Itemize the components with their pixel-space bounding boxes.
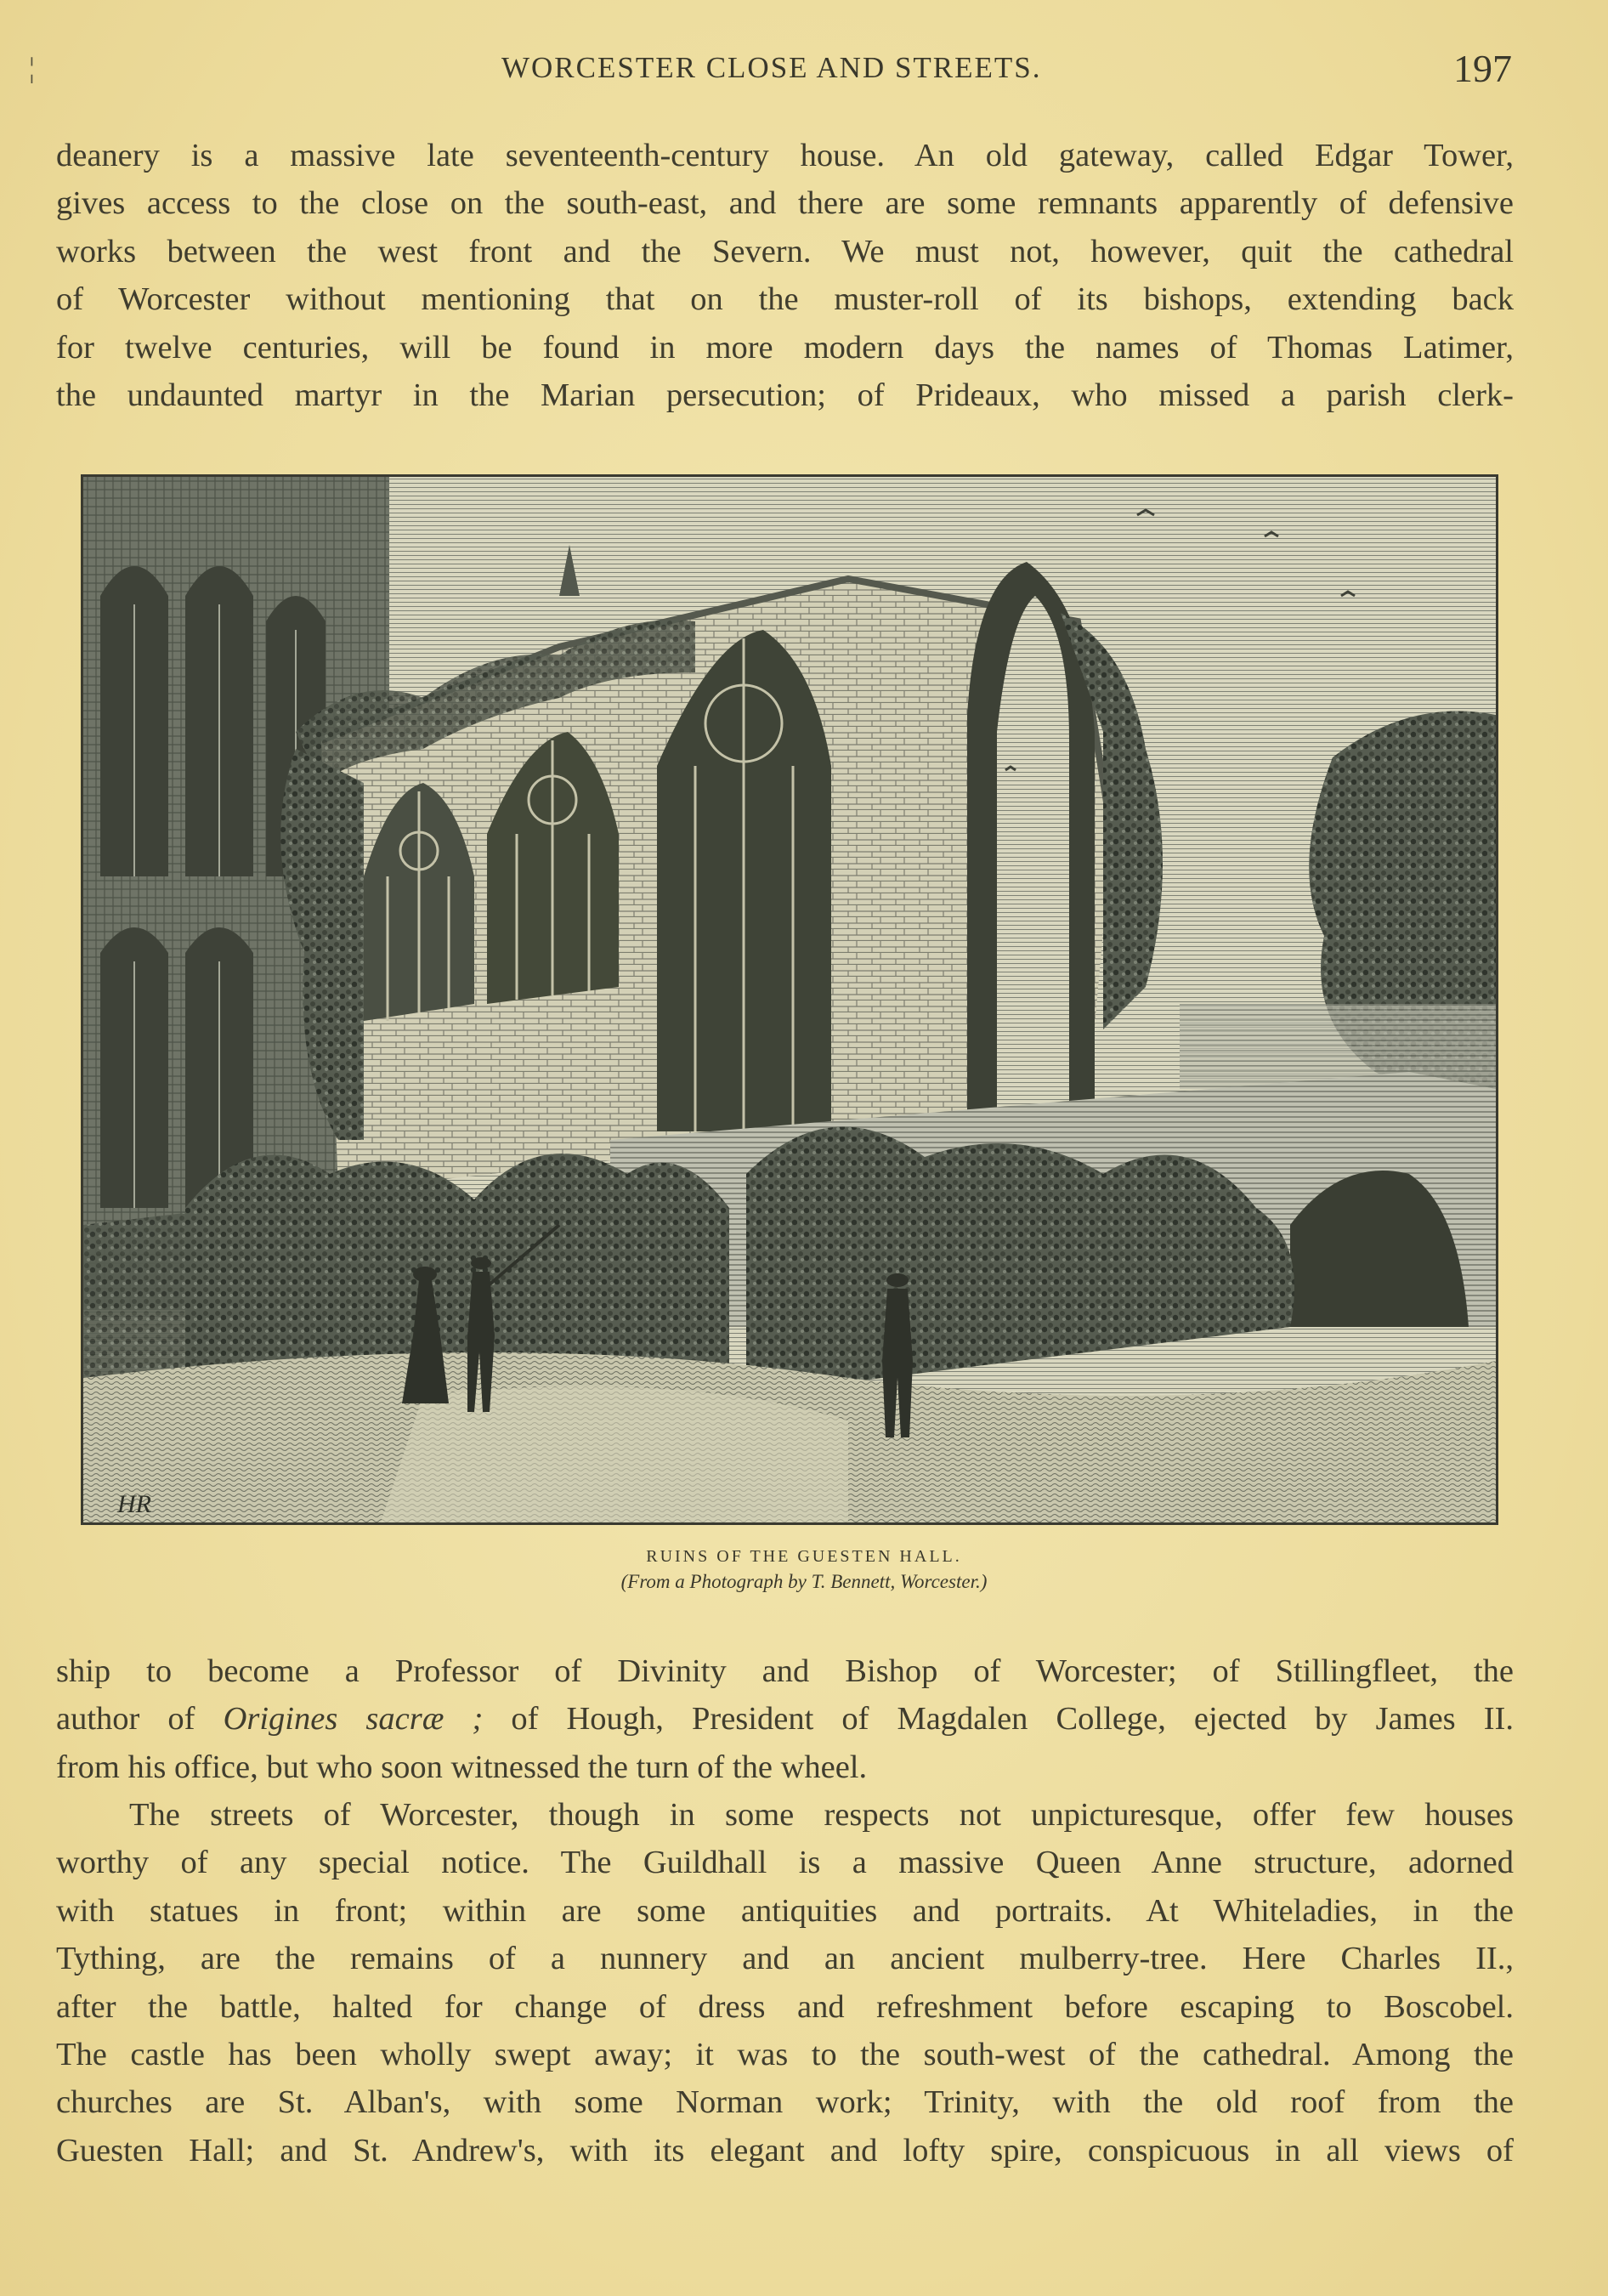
text-line: gives access to the close on the south-east, and there are some remnants apparently of defensive xyxy=(56,185,1514,222)
continuation-paragraph xyxy=(56,1647,1514,1791)
text-line: The castle has been wholly swept away; it was to the south-west of the cathedral. Among the xyxy=(56,2037,1514,2073)
text-line: ship to become a Professor of Divinity and Bishop of Worcester; of Stillingfleet, the xyxy=(56,1653,1514,1689)
text-line: Tything, are the remains of a nunnery and an ancient mulberry-tree. Here Charles II., xyxy=(56,1941,1514,1977)
figure-caption-title: RUINS OF THE GUESTEN HALL. xyxy=(646,1547,962,1566)
page-number: 197 xyxy=(1453,47,1512,90)
running-title: WORCESTER CLOSE AND STREETS. xyxy=(501,51,1042,84)
text-line: The streets of Worcester, though in some respects not unpicturesque, offer few houses xyxy=(129,1797,1514,1833)
engraving-illustration xyxy=(83,477,1496,1522)
text-line: Guesten Hall; and St. Andrew's, with its elegant and lofty spire, conspicuous in all views of xyxy=(56,2132,1514,2168)
text-line: deanery is a massive late seventeenth-century house. An old gateway, called Edgar Tower, xyxy=(56,138,1514,173)
engraver-mark: HR xyxy=(117,1490,151,1518)
streets-paragraph xyxy=(56,1791,1514,2174)
text-line: the undaunted martyr in the Marian persecution; of Prideaux, who missed a parish clerk- xyxy=(56,377,1514,414)
margin-mark: ¦ xyxy=(29,53,35,84)
text-line: from his office, but who soon witnessed the turn of the wheel. xyxy=(56,1749,868,1785)
book-title-italic: Origines sacræ ; xyxy=(223,1701,484,1738)
text-line: churches are St. Alban's, with some Norman work; Trinity, with the old roof from the xyxy=(56,2084,1514,2121)
figure-caption-source: (From a Photograph by T. Bennett, Worcester.) xyxy=(620,1571,988,1592)
running-head xyxy=(0,47,1608,94)
text-line: after the battle, halted for change of dress and refreshment before escaping to Boscobel. xyxy=(56,1988,1514,2025)
text-run: author of xyxy=(56,1701,224,1738)
top-paragraph xyxy=(56,132,1514,419)
text-line: with statues in front; within are some antiquities and portraits. At Whiteladies, in the xyxy=(56,1892,1514,1929)
text-line: works between the west front and the Severn. We must not, however, quit the cathedral xyxy=(56,233,1514,269)
text-line xyxy=(56,1695,1514,1743)
text-line: for twelve centuries, will be found in more modern days the names of Thomas Latimer, xyxy=(56,329,1514,366)
engraving-ruins-guesten-hall xyxy=(81,474,1498,1525)
text-line: of Worcester without mentioning that on the muster-roll of its bishops, extending back xyxy=(56,281,1514,318)
text-run: of Hough, President of Magdalen College, ejected by James II. xyxy=(483,1701,1514,1738)
text-line: worthy of any special notice. The Guildhall is a massive Queen Anne structure, adorned xyxy=(56,1845,1514,1881)
